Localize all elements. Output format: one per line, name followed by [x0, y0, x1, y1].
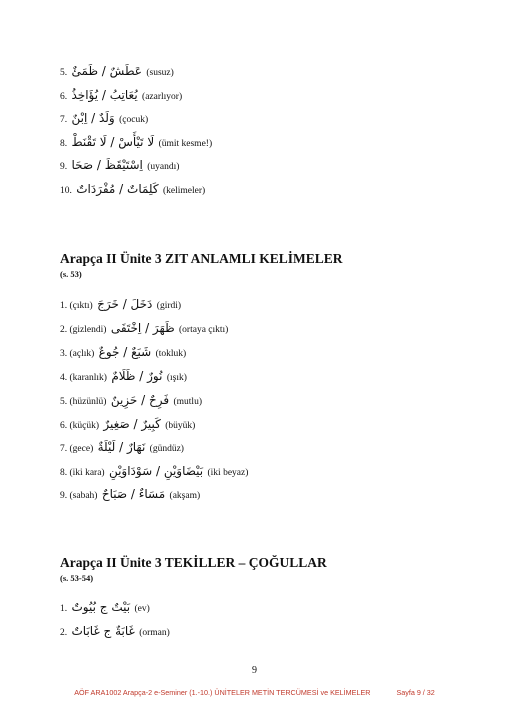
- turkish-meaning: (ümit kesme!): [158, 139, 213, 149]
- vocab-item: [60, 182, 205, 198]
- page-reference: (s. 53-54): [60, 573, 94, 583]
- turkish-meaning: (çocuk): [119, 115, 149, 125]
- antonym-item: [60, 297, 181, 313]
- section-title: Arapça II Ünite 3 TEKİLLER – ÇOĞULLAR: [60, 555, 327, 570]
- turkish-meaning: (susuz): [146, 68, 174, 78]
- footer-title: AÖF ARA1002 Arapça-2 e-Seminer (1.-10.) ÜNİTELER METİN TERCÜMESİ ve KELİMELER: [74, 688, 371, 697]
- turkish-right: (akşam): [169, 491, 201, 501]
- arabic-word: وَلَدٌ / اِبْنٌ: [71, 111, 115, 125]
- arabic-pair: دَخَلَ / خَرَجَ: [97, 297, 153, 311]
- antonym-item: [60, 345, 186, 361]
- turkish-meaning: (orman): [139, 628, 170, 638]
- item-number: 6.: [60, 92, 68, 102]
- item-number: 7.: [60, 444, 68, 454]
- turkish-right: (büyük): [165, 421, 196, 431]
- vocab-item: [60, 135, 212, 151]
- item-number: 1.: [60, 301, 68, 311]
- item-number: 6.: [60, 421, 68, 431]
- turkish-right: (tokluk): [155, 349, 187, 359]
- arabic-word: اِسْتَيْقَظَ / صَحَا: [71, 158, 143, 172]
- footer-page-count: Sayfa 9 / 32: [396, 688, 435, 697]
- turkish-left: (karanlık): [69, 373, 107, 383]
- item-number: 3.: [60, 349, 68, 359]
- item-number: 5.: [60, 68, 68, 78]
- item-number: 1.: [60, 604, 68, 614]
- item-number: 2.: [60, 325, 68, 335]
- vocab-item: [60, 64, 174, 80]
- arabic-pair: ظَهَرَ / اِخْتَفَى: [110, 321, 175, 335]
- arabic-word: عَطَشٌ / ظَمَئٌ: [71, 64, 142, 78]
- turkish-left: (gece): [69, 444, 94, 454]
- arabic-pair: نَهَارٌ / لَيْلَةٌ: [97, 440, 146, 454]
- arabic-word: لَا تَيْأَسْ / لَا تَقْنَطْ: [71, 135, 155, 149]
- arabic-pair: بَيْضَاوَيْنِ / سَوْدَاوَيْنِ: [108, 464, 204, 478]
- turkish-left: (çıktı): [69, 301, 93, 311]
- arabic-pair: مَسَاءٌ / صَبَاحٌ: [101, 487, 166, 501]
- arabic-pair: شَبَعٌ / جُوعٌ: [98, 345, 152, 359]
- arabic-pair: فَرِحٌ / حَزِينٌ: [110, 393, 170, 407]
- turkish-left: (hüzünlü): [69, 397, 107, 407]
- plural-item: [60, 624, 170, 640]
- antonym-item: [60, 487, 200, 503]
- vocab-item: [60, 88, 182, 104]
- item-number: 2.: [60, 628, 68, 638]
- item-number: 7.: [60, 115, 68, 125]
- plural-item: [60, 600, 150, 616]
- item-number: 9.: [60, 162, 68, 172]
- turkish-right: (ışık): [166, 373, 187, 383]
- page-footer: [0, 688, 509, 697]
- antonym-item: [60, 321, 228, 337]
- turkish-right: (iki beyaz): [207, 468, 249, 478]
- vocab-item: [60, 111, 148, 127]
- arabic-pair: نُورٌ / ظَلَامٌ: [111, 369, 163, 383]
- section-title: Arapça II Ünite 3 ZIT ANLAMLI KELİMELER: [60, 251, 343, 266]
- antonym-item: [60, 440, 184, 456]
- antonym-item: [60, 393, 202, 409]
- item-number: 8.: [60, 139, 68, 149]
- page-number: 9: [252, 665, 257, 676]
- turkish-left: (iki kara): [69, 468, 105, 478]
- turkish-right: (mutlu): [173, 397, 202, 407]
- antonym-item: [60, 369, 187, 385]
- turkish-left: (gizlendi): [69, 325, 107, 335]
- turkish-meaning: (uyandı): [147, 162, 180, 172]
- item-number: 4.: [60, 373, 68, 383]
- item-number: 9.: [60, 491, 68, 501]
- item-number: 5.: [60, 397, 68, 407]
- arabic-pair: كَبِيرٌ / صَغِيرٌ: [103, 417, 161, 431]
- turkish-meaning: (kelimeler): [162, 186, 206, 196]
- arabic-singular-plural: غَابَةٌ ج غَابَاتٌ: [71, 624, 135, 638]
- page-reference: (s. 53): [60, 269, 82, 279]
- arabic-singular-plural: بَيْتٌ ج بُيُوتٌ: [71, 600, 131, 614]
- vocab-item: [60, 158, 179, 174]
- item-number: 8.: [60, 468, 68, 478]
- antonym-item: [60, 464, 248, 480]
- arabic-word: كَلِمَاتٌ / مُفْرَدَاتٌ: [76, 182, 159, 196]
- turkish-left: (açlık): [69, 349, 95, 359]
- turkish-left: (küçük): [69, 421, 100, 431]
- antonym-item: [60, 417, 195, 433]
- turkish-right: (girdi): [156, 301, 182, 311]
- turkish-right: (ortaya çıktı): [179, 325, 229, 335]
- turkish-right: (gündüz): [149, 444, 184, 454]
- arabic-word: يُعَاتِبُ / يُؤَاخِذُ: [71, 88, 138, 102]
- turkish-left: (sabah): [69, 491, 98, 501]
- turkish-meaning: (ev): [134, 604, 150, 614]
- item-number: 10.: [60, 186, 72, 196]
- turkish-meaning: (azarlıyor): [142, 92, 183, 102]
